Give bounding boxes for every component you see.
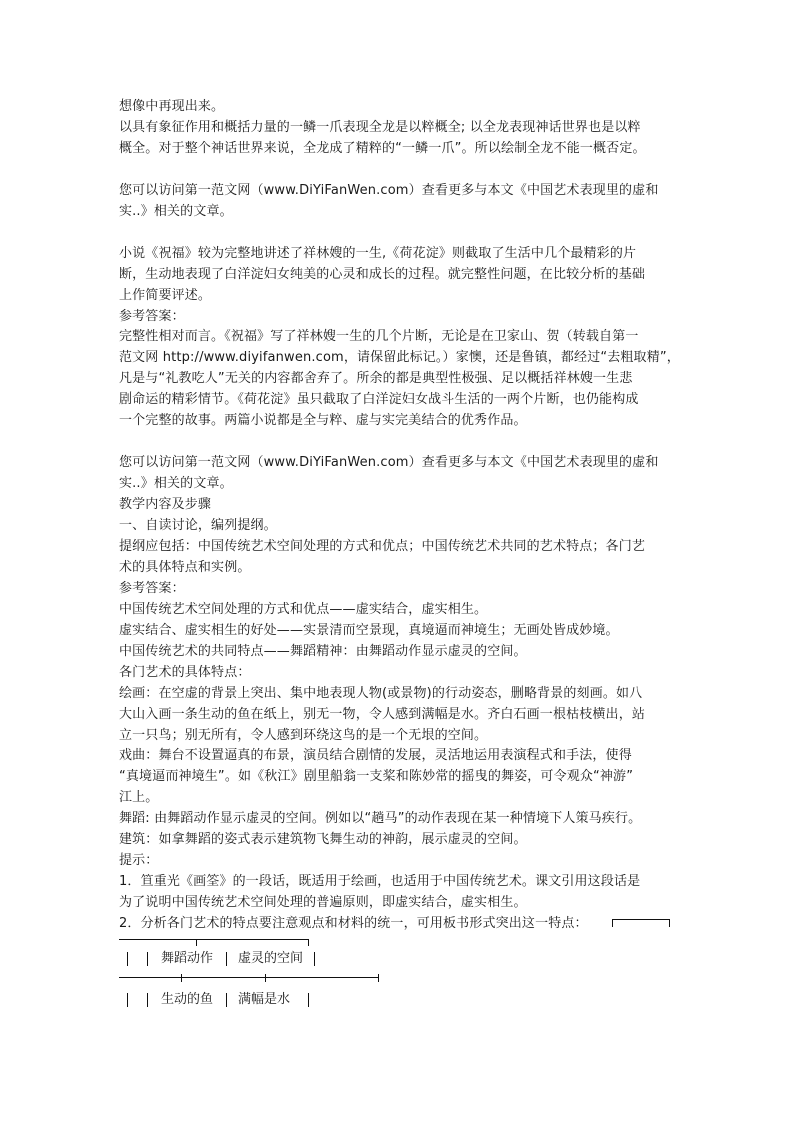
- rule-line: [147, 993, 148, 1007]
- text-line: 凡是与“礼教吃人”无关的内容都舍弃了。所余的都是典型性极强、足以概括祥林嫂一生悲: [119, 371, 633, 386]
- table-cell: 虚灵的空间: [238, 951, 304, 966]
- text-line: 一个完整的故事。两篇小说都是全与粹、虚与实完美结合的优秀作品。: [119, 413, 527, 428]
- text-line: 范文网 http://www.diyifanwen.com，请保留此标记。）家懊，还是鲁镇，都经过“去粗取精”，: [119, 350, 680, 365]
- text-line: 以具有象征作用和概括力量的一鳞一爪表现全龙是以粹概全; 以全龙表现神话世界也是以粹: [119, 120, 641, 135]
- rule-line: [265, 974, 266, 982]
- text-line: 戏曲：舞台不设置逼真的布景，演员结合剧情的发展，灵活地运用表演程式和手法，使得: [119, 748, 632, 763]
- table-cell: 满幅是水: [238, 992, 291, 1007]
- text-line: 想像中再现出来。: [119, 99, 225, 114]
- text-line: 舞蹈: 由舞蹈动作显示虚灵的空间。例如以“趟马”的动作表现在某一种情境下人策马疾行。: [119, 811, 642, 826]
- text-line: 江上。: [119, 790, 159, 805]
- text-line: 提示：: [119, 853, 159, 868]
- text-line: 小说《祝福》较为完整地讲述了祥林嫂的一生,《荷花淀》则截取了生活中几个最精彩的片: [119, 246, 637, 261]
- text-line: 您可以访问第一范文网（www.DiYiFanWen.com）查看更多与本文《中国艺术表现里的虚和: [119, 183, 659, 198]
- text-line: 绘画：在空虚的背景上突出、集中地表现人物(或景物)的行动姿态，删略背景的刻画。如八: [119, 686, 643, 701]
- rule-line: [119, 977, 379, 978]
- text-line: 建筑：如拿舞蹈的姿式表示建筑物飞舞生动的神韵，展示虚灵的空间。: [119, 832, 527, 847]
- text-line: 中国传统艺术空间处理的方式和优点——虚实结合，虚实相生。: [119, 602, 488, 617]
- text-line: 1．笪重光《画筌》的一段话，既适用于绘画，也适用于中国传统艺术。课文引用这段话是: [119, 874, 641, 889]
- text-line: 剧命运的精彩情节。《荷花淀》虽只截取了白洋淀妇女战斗生活的一两个片断，也仍能构成: [119, 392, 639, 407]
- rule-line: [669, 919, 670, 927]
- rule-line: [378, 974, 379, 982]
- text-line: 术的具体特点和实例。: [119, 560, 251, 575]
- text-line: 为了说明中国传统艺术空间处理的普遍原则，即虚实结合，虚实相生。: [119, 895, 527, 910]
- text-line: “真境逼而神境生”。如《秋江》剧里船翁一支桨和陈妙常的摇曳的舞姿，可令观众“神游”: [119, 769, 634, 784]
- rule-line: [308, 993, 309, 1007]
- rule-line: [612, 919, 613, 927]
- text-line: 立一只鸟；别无所有，令人感到环绕这鸟的是一个无垠的空间。: [119, 728, 488, 743]
- rule-line: [127, 993, 128, 1007]
- rule-line: [226, 993, 227, 1007]
- rule-line: [226, 952, 227, 966]
- text-line: 大山入画一条生动的鱼在纸上，别无一物，令人感到满幅是水。齐白石画一根枯枝横出，站: [119, 707, 646, 722]
- rule-line: [147, 952, 148, 966]
- text-line: 参考答案：: [119, 309, 185, 324]
- text-line: 断，生动地表现了白洋淀妇女纯美的心灵和成长的过程。就完整性问题，在比较分析的基础: [119, 267, 646, 282]
- text-line: 中国传统艺术的共同特点——舞蹈精神：由舞蹈动作显示虚灵的空间。: [119, 644, 527, 659]
- text-line: 提纲应包括：中国传统艺术空间处理的方式和优点；中国传统艺术共同的艺术特点；各门艺: [119, 539, 646, 554]
- text-line: 实..》相关的文章。: [119, 204, 233, 219]
- rule-line: [119, 939, 309, 940]
- rule-line: [314, 952, 315, 966]
- rule-line: [308, 939, 309, 946]
- text-line: 完整性相对而言。《祝福》写了祥林嫂一生的几个片断，无论是在卫家山、贺（转载自第一: [119, 329, 639, 344]
- rule-line: [612, 919, 670, 920]
- text-line: 一、自读讨论，编列提纲。: [119, 518, 277, 533]
- rule-line: [196, 939, 197, 946]
- text-line: 实..》相关的文章。: [119, 476, 233, 491]
- text-line: 参考答案：: [119, 581, 185, 596]
- text-line: 上作简要评述。: [119, 288, 212, 303]
- section-heading: 教学内容及步骤: [119, 497, 212, 512]
- text-line: 概全。对于整个神话世界来说，全龙成了精粹的“一鳞一爪”。所以绘制全龙不能一概否定。: [119, 141, 646, 156]
- rule-line: [181, 974, 182, 982]
- table-cell: 生动的鱼: [161, 992, 214, 1007]
- text-line: 2．分析各门艺术的特点要注意观点和材料的统一，可用板书形式突出这一特点：: [119, 916, 588, 931]
- text-line: 您可以访问第一范文网（www.DiYiFanWen.com）查看更多与本文《中国艺术表现里的虚和: [119, 455, 659, 470]
- rule-line: [127, 952, 128, 966]
- text-line: 虚实结合、虚实相生的好处——实景清而空景现，真境逼而神境生；无画处皆成妙境。: [119, 623, 619, 638]
- table-cell: 舞蹈动作: [161, 951, 214, 966]
- text-line: 各门艺术的具体特点：: [119, 665, 251, 680]
